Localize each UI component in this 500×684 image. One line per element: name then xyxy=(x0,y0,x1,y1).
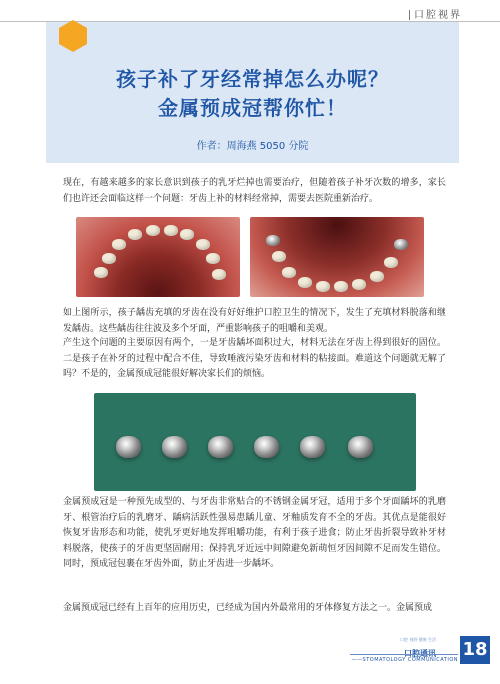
tooth-mark xyxy=(112,239,126,250)
lower-jaw-photo xyxy=(250,217,424,297)
header-divider xyxy=(409,10,410,20)
metal-crowns-photo xyxy=(94,393,416,491)
tooth-mark xyxy=(384,257,398,268)
crown-mark xyxy=(348,436,373,458)
tooth-mark xyxy=(94,267,108,278)
tooth-mark xyxy=(272,251,286,262)
filling-mark xyxy=(266,235,280,246)
tooth-mark xyxy=(164,225,178,236)
article-author: 作者：周海燕 5050 分院 xyxy=(196,141,309,152)
section-header xyxy=(405,6,462,21)
tooth-mark xyxy=(206,253,220,264)
paragraph-causes: 产生这个问题的主要原因有两个，一是牙齿龋坏面积过大，材料无法在牙齿上得到很好的固位。二是孩子在补牙的过程中配合不佳，导致唾液污染牙齿和材料的粘接面。难道这个问题就无解了吗？不是的，金属预成冠能很好解决家长们的烦恼。 xyxy=(63,338,446,379)
tooth-mark xyxy=(316,281,330,292)
crown-mark xyxy=(208,436,233,458)
tooth-mark xyxy=(212,269,226,280)
tooth-mark xyxy=(196,239,210,250)
tooth-mark xyxy=(334,281,348,292)
filling-mark xyxy=(394,239,408,250)
tooth-mark xyxy=(282,267,296,278)
article-title-line-2: 金属预成冠帮你忙！ xyxy=(158,96,347,120)
tooth-mark xyxy=(180,229,194,240)
crown-mark xyxy=(116,436,141,458)
page-number: 18 xyxy=(460,636,490,664)
paragraph-crown-description: 金属预成冠是一种预先成型的、与牙齿非常贴合的不锈钢金属牙冠，适用于多个牙面龋坏的乳磨牙、根管治疗后的乳磨牙、龋病活跃性强易患龋儿童、牙釉质发育不全的牙齿。其优点是能很好恢复牙齿形态和功能，使乳牙更好地发挥咀嚼功能，有利于孩子进食；防止牙齿折裂导致补牙材料脱落，使孩子的牙齿更坚固耐用；保持乳牙近远中间隙避免新萌恒牙因间隙不足而发生错位。同时，预成冠包裹在牙齿外面，防止牙齿进一步龋坏。 xyxy=(63,497,446,569)
upper-jaw-photo xyxy=(76,217,240,297)
paragraph-crown-history: 金属预成冠已经有上百年的应用历史，已经成为国内外最常用的牙体修复方法之一。金属预成 xyxy=(63,603,433,613)
footer-subtitle: ——STOMATOLOGY COMMUNICATION xyxy=(351,657,458,663)
tooth-mark xyxy=(352,279,366,290)
crown-mark xyxy=(162,436,187,458)
crown-mark xyxy=(300,436,325,458)
paragraph-photo-description: 如上图所示，孩子龋齿充填的牙齿在没有好好维护口腔卫生的情况下，发生了充填材料脱落和继发龋齿。这些龋齿往往波及多个牙面，严重影响孩子的咀嚼和美观。 xyxy=(63,308,446,334)
section-label: 口腔视界 xyxy=(414,10,462,21)
tooth-mark xyxy=(146,225,160,236)
tooth-mark xyxy=(298,277,312,288)
paragraph-intro: 现在，有越来越多的家长意识到孩子的乳牙烂掉也需要治疗，但随着孩子补牙次数的增多，家长们也许还会面临这样一个问题：牙齿上补的材料经常掉，需要去医院重新治疗。 xyxy=(63,178,446,204)
crown-mark xyxy=(254,436,279,458)
article-title-line-1: 孩子补了牙经常掉怎么办呢？ xyxy=(116,67,389,91)
footer-micro-text: 口腔 视野 健康 生活 xyxy=(400,637,436,642)
tooth-mark xyxy=(370,271,384,282)
footer-rule xyxy=(350,654,458,655)
tooth-mark xyxy=(128,229,142,240)
tooth-mark xyxy=(102,253,116,264)
